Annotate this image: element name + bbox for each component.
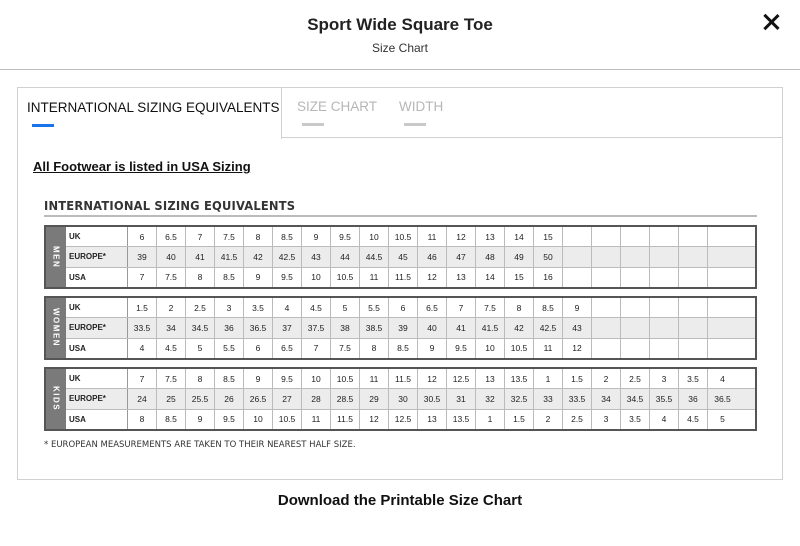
table-row [66, 410, 755, 429]
table-cell: 24 [128, 389, 157, 408]
table-cell: 8 [128, 410, 157, 429]
table-cell: 44.5 [360, 247, 389, 266]
table-cell: 7.5 [157, 369, 186, 388]
table-cell: 6 [389, 298, 418, 317]
row-label: UK [66, 227, 128, 246]
table-cell: 8.5 [534, 298, 563, 317]
table-cell: 32.5 [505, 389, 534, 408]
table-cell [650, 268, 679, 287]
table-cell: 11.5 [331, 410, 360, 429]
table-cell [708, 318, 737, 337]
table-cell: 12.5 [389, 410, 418, 429]
table-row [66, 268, 755, 287]
table-cell: 10.5 [505, 339, 534, 358]
table-cell: 1.5 [563, 369, 592, 388]
chart-title-rule [44, 215, 757, 217]
table-cell: 5.5 [360, 298, 389, 317]
tab-width[interactable] [399, 87, 459, 138]
table-cell: 8.5 [215, 268, 244, 287]
table-cell [592, 247, 621, 266]
table-cell: 3 [650, 369, 679, 388]
table-cell: 7 [186, 227, 215, 246]
table-cell: 36.5 [714, 393, 731, 404]
table-cell: 30 [389, 389, 418, 408]
table-cell: 1.5 [505, 410, 534, 429]
group-label-text: WOMEN [51, 308, 61, 348]
table-cell: 12.5 [447, 369, 476, 388]
group-rows [66, 227, 755, 287]
table-cell: 7.5 [331, 339, 360, 358]
table-cell: 12 [447, 227, 476, 246]
table-cell: 4 [273, 298, 302, 317]
table-cell: 9.5 [273, 268, 302, 287]
table-cell: 42.5 [534, 318, 563, 337]
table-cell [563, 227, 592, 246]
tab-indicator [404, 123, 426, 126]
table-cell: 9.5 [215, 410, 244, 429]
table-cell: 8 [505, 298, 534, 317]
table-cell [592, 227, 621, 246]
size-group-men [44, 225, 757, 289]
table-cell [708, 268, 737, 287]
table-cell: 5 [331, 298, 360, 317]
table-cell: 8.5 [273, 227, 302, 246]
table-cell: 1.5 [128, 298, 157, 317]
table-cell: 39 [128, 247, 157, 266]
chart-footnote: * EUROPEAN MEASUREMENTS ARE TAKEN TO THEIR NEAREST HALF SIZE. [44, 440, 356, 450]
tab-label: INTERNATIONAL SIZING EQUIVALENTS [27, 100, 280, 115]
table-cell: 7.5 [476, 298, 505, 317]
table-cell: 8 [244, 227, 273, 246]
table-cell: 33.5 [128, 318, 157, 337]
table-cell [563, 268, 592, 287]
table-cell: 9 [186, 410, 215, 429]
table-cell: 12 [563, 339, 592, 358]
table-cell: 13 [476, 369, 505, 388]
table-cell: 3 [215, 298, 244, 317]
table-cell: 50 [534, 247, 563, 266]
table-cell: 6.5 [418, 298, 447, 317]
table-cell: 8 [360, 339, 389, 358]
table-cell: 25.5 [186, 389, 215, 408]
table-cell: 6.5 [157, 227, 186, 246]
table-cell [563, 247, 592, 266]
table-cell [708, 298, 737, 317]
table-cell: 14 [476, 268, 505, 287]
table-cell: 29 [360, 389, 389, 408]
group-rows [66, 369, 755, 429]
table-cell: 2 [592, 369, 621, 388]
table-row [66, 369, 755, 389]
table-cell: 7 [302, 339, 331, 358]
table-cell: 13 [418, 410, 447, 429]
table-cell: 15 [505, 268, 534, 287]
download-size-chart-link[interactable]: Download the Printable Size Chart [277, 492, 523, 509]
table-cell [650, 298, 679, 317]
table-cell: 7 [128, 369, 157, 388]
table-cell: 10 [476, 339, 505, 358]
table-cell: 8 [186, 268, 215, 287]
group-label [46, 227, 66, 287]
table-cell: 2 [534, 410, 563, 429]
table-cell: 6 [244, 339, 273, 358]
group-label [46, 369, 66, 429]
table-cell [708, 247, 737, 266]
table-cell: 48 [476, 247, 505, 266]
table-cell: 16 [534, 268, 563, 287]
table-cell: 41 [447, 318, 476, 337]
row-label: EUROPE* [66, 318, 128, 337]
table-cell [592, 298, 621, 317]
tab-panel [17, 87, 783, 480]
tab-label: WIDTH [399, 99, 444, 114]
table-cell [708, 227, 737, 246]
table-cell: 12 [418, 268, 447, 287]
chart-title: INTERNATIONAL SIZING EQUIVALENTS [44, 198, 296, 213]
table-cell: 36.5 [244, 318, 273, 337]
table-cell [679, 339, 708, 358]
table-cell [650, 227, 679, 246]
row-label: EUROPE* [66, 389, 128, 408]
table-cell: 10 [244, 410, 273, 429]
table-cell: 11 [360, 369, 389, 388]
group-label-text: MEN [51, 245, 61, 269]
tab-label: SIZE CHART [297, 99, 378, 114]
table-cell [621, 298, 650, 317]
row-label: USA [66, 410, 128, 429]
table-cell: 4.5 [679, 410, 708, 429]
table-cell: 9.5 [447, 339, 476, 358]
table-cell: 2.5 [621, 369, 650, 388]
table-cell: 10 [302, 369, 331, 388]
table-cell: 10 [360, 227, 389, 246]
tab-international-sizing[interactable] [17, 87, 282, 139]
table-cell: 11 [360, 268, 389, 287]
tab-divider [281, 137, 783, 138]
table-cell [679, 298, 708, 317]
row-label: USA [66, 339, 128, 358]
table-cell: 10.5 [331, 268, 360, 287]
row-label: USA [66, 268, 128, 287]
table-cell [650, 247, 679, 266]
table-cell: 6 [128, 227, 157, 246]
table-cell: 42 [505, 318, 534, 337]
table-cell: 27 [273, 389, 302, 408]
table-cell: 32 [476, 389, 505, 408]
table-cell: 9 [302, 227, 331, 246]
table-cell: 36 [679, 389, 708, 408]
table-cell: 30.5 [418, 389, 447, 408]
table-cell: 34 [592, 389, 621, 408]
table-cell: 5 [720, 414, 725, 425]
table-cell: 44 [331, 247, 360, 266]
table-cell: 45 [389, 247, 418, 266]
table-cell: 11.5 [389, 369, 418, 388]
table-cell: 13.5 [505, 369, 534, 388]
table-cell: 6.5 [273, 339, 302, 358]
group-rows [66, 298, 755, 358]
table-cell: 4.5 [302, 298, 331, 317]
table-cell: 2.5 [186, 298, 215, 317]
row-label: EUROPE* [66, 247, 128, 266]
table-cell: 7.5 [157, 268, 186, 287]
table-cell: 9 [418, 339, 447, 358]
table-cell [621, 247, 650, 266]
table-cell: 4 [650, 410, 679, 429]
table-cell: 46 [418, 247, 447, 266]
table-cell [621, 318, 650, 337]
modal-title: Sport Wide Square Toe [307, 15, 493, 34]
table-cell: 33 [534, 389, 563, 408]
table-cell: 4 [128, 339, 157, 358]
table-cell: 43 [563, 318, 592, 337]
table-cell [592, 318, 621, 337]
table-cell: 8.5 [389, 339, 418, 358]
table-cell: 34.5 [186, 318, 215, 337]
table-cell: 33.5 [563, 389, 592, 408]
table-row [66, 227, 755, 247]
group-label [46, 298, 66, 358]
table-cell: 1 [534, 369, 563, 388]
table-cell [592, 339, 621, 358]
table-row [66, 339, 755, 358]
table-cell [679, 318, 708, 337]
table-cell: 13.5 [447, 410, 476, 429]
tab-indicator [302, 123, 324, 126]
usa-sizing-note-link[interactable]: All Footwear is listed in USA Sizing [33, 159, 251, 174]
table-cell: 36 [215, 318, 244, 337]
table-cell: 25 [157, 389, 186, 408]
row-label: UK [66, 369, 128, 388]
table-cell [621, 339, 650, 358]
table-cell: 34 [157, 318, 186, 337]
table-cell [621, 227, 650, 246]
table-cell: 3.5 [621, 410, 650, 429]
table-cell: 38 [331, 318, 360, 337]
tab-size-chart[interactable] [296, 87, 396, 138]
table-cell: 9 [563, 298, 592, 317]
table-cell: 11 [418, 227, 447, 246]
table-cell: 35.5 [650, 389, 679, 408]
table-cell [708, 339, 737, 358]
table-row [66, 247, 755, 267]
table-cell: 49 [505, 247, 534, 266]
table-cell: 8 [186, 369, 215, 388]
sizing-chart [44, 198, 759, 450]
table-cell: 47 [447, 247, 476, 266]
table-cell: 41.5 [215, 247, 244, 266]
table-cell: 7 [128, 268, 157, 287]
row-label: UK [66, 298, 128, 317]
table-cell: 10.5 [273, 410, 302, 429]
table-cell: 1 [476, 410, 505, 429]
table-cell [650, 318, 679, 337]
table-cell: 40 [157, 247, 186, 266]
table-cell: 9 [244, 268, 273, 287]
table-cell: 8.5 [215, 369, 244, 388]
table-cell: 11 [534, 339, 563, 358]
table-cell: 2 [157, 298, 186, 317]
table-cell: 7 [447, 298, 476, 317]
table-row [66, 318, 755, 338]
table-cell: 11 [302, 410, 331, 429]
size-group-women [44, 296, 757, 360]
table-cell: 42.5 [273, 247, 302, 266]
table-row [66, 389, 755, 409]
table-cell: 9 [244, 369, 273, 388]
table-cell: 37 [273, 318, 302, 337]
table-cell: 42 [244, 247, 273, 266]
table-cell: 4 [720, 373, 725, 384]
table-cell [650, 339, 679, 358]
table-cell: 40 [418, 318, 447, 337]
table-cell [621, 268, 650, 287]
table-cell: 26.5 [244, 389, 273, 408]
table-cell [679, 268, 708, 287]
table-row [66, 298, 755, 318]
table-cell: 14 [505, 227, 534, 246]
table-cell: 7.5 [215, 227, 244, 246]
table-cell: 9.5 [331, 227, 360, 246]
table-cell: 11.5 [389, 268, 418, 287]
table-cell: 13 [447, 268, 476, 287]
table-cell: 10 [302, 268, 331, 287]
table-cell: 8.5 [157, 410, 186, 429]
table-cell: 43 [302, 247, 331, 266]
modal-header [0, 0, 800, 70]
table-cell [679, 227, 708, 246]
table-cell: 10.5 [331, 369, 360, 388]
tab-bar [17, 87, 783, 139]
table-cell: 31 [447, 389, 476, 408]
table-cell: 26 [215, 389, 244, 408]
table-cell: 5.5 [215, 339, 244, 358]
active-tab-indicator [32, 124, 54, 127]
table-cell [679, 247, 708, 266]
table-cell: 4.5 [157, 339, 186, 358]
table-cell: 3.5 [244, 298, 273, 317]
table-cell: 39 [389, 318, 418, 337]
table-cell: 34.5 [621, 389, 650, 408]
close-icon[interactable] [758, 10, 784, 36]
size-group-kids [44, 367, 757, 431]
table-cell: 41.5 [476, 318, 505, 337]
table-cell: 37.5 [302, 318, 331, 337]
group-label-text: KIDS [51, 386, 61, 412]
table-cell: 38.5 [360, 318, 389, 337]
table-cell [592, 268, 621, 287]
table-cell: 13 [476, 227, 505, 246]
table-cell: 28.5 [331, 389, 360, 408]
table-cell: 10.5 [389, 227, 418, 246]
table-cell: 15 [534, 227, 563, 246]
table-cell: 3.5 [679, 369, 708, 388]
table-cell: 28 [302, 389, 331, 408]
table-cell: 12 [360, 410, 389, 429]
table-cell: 3 [592, 410, 621, 429]
table-cell: 5 [186, 339, 215, 358]
table-cell: 2.5 [563, 410, 592, 429]
table-cell: 12 [418, 369, 447, 388]
table-cell: 9.5 [273, 369, 302, 388]
table-cell: 41 [186, 247, 215, 266]
modal-subtitle: Size Chart [371, 41, 429, 55]
